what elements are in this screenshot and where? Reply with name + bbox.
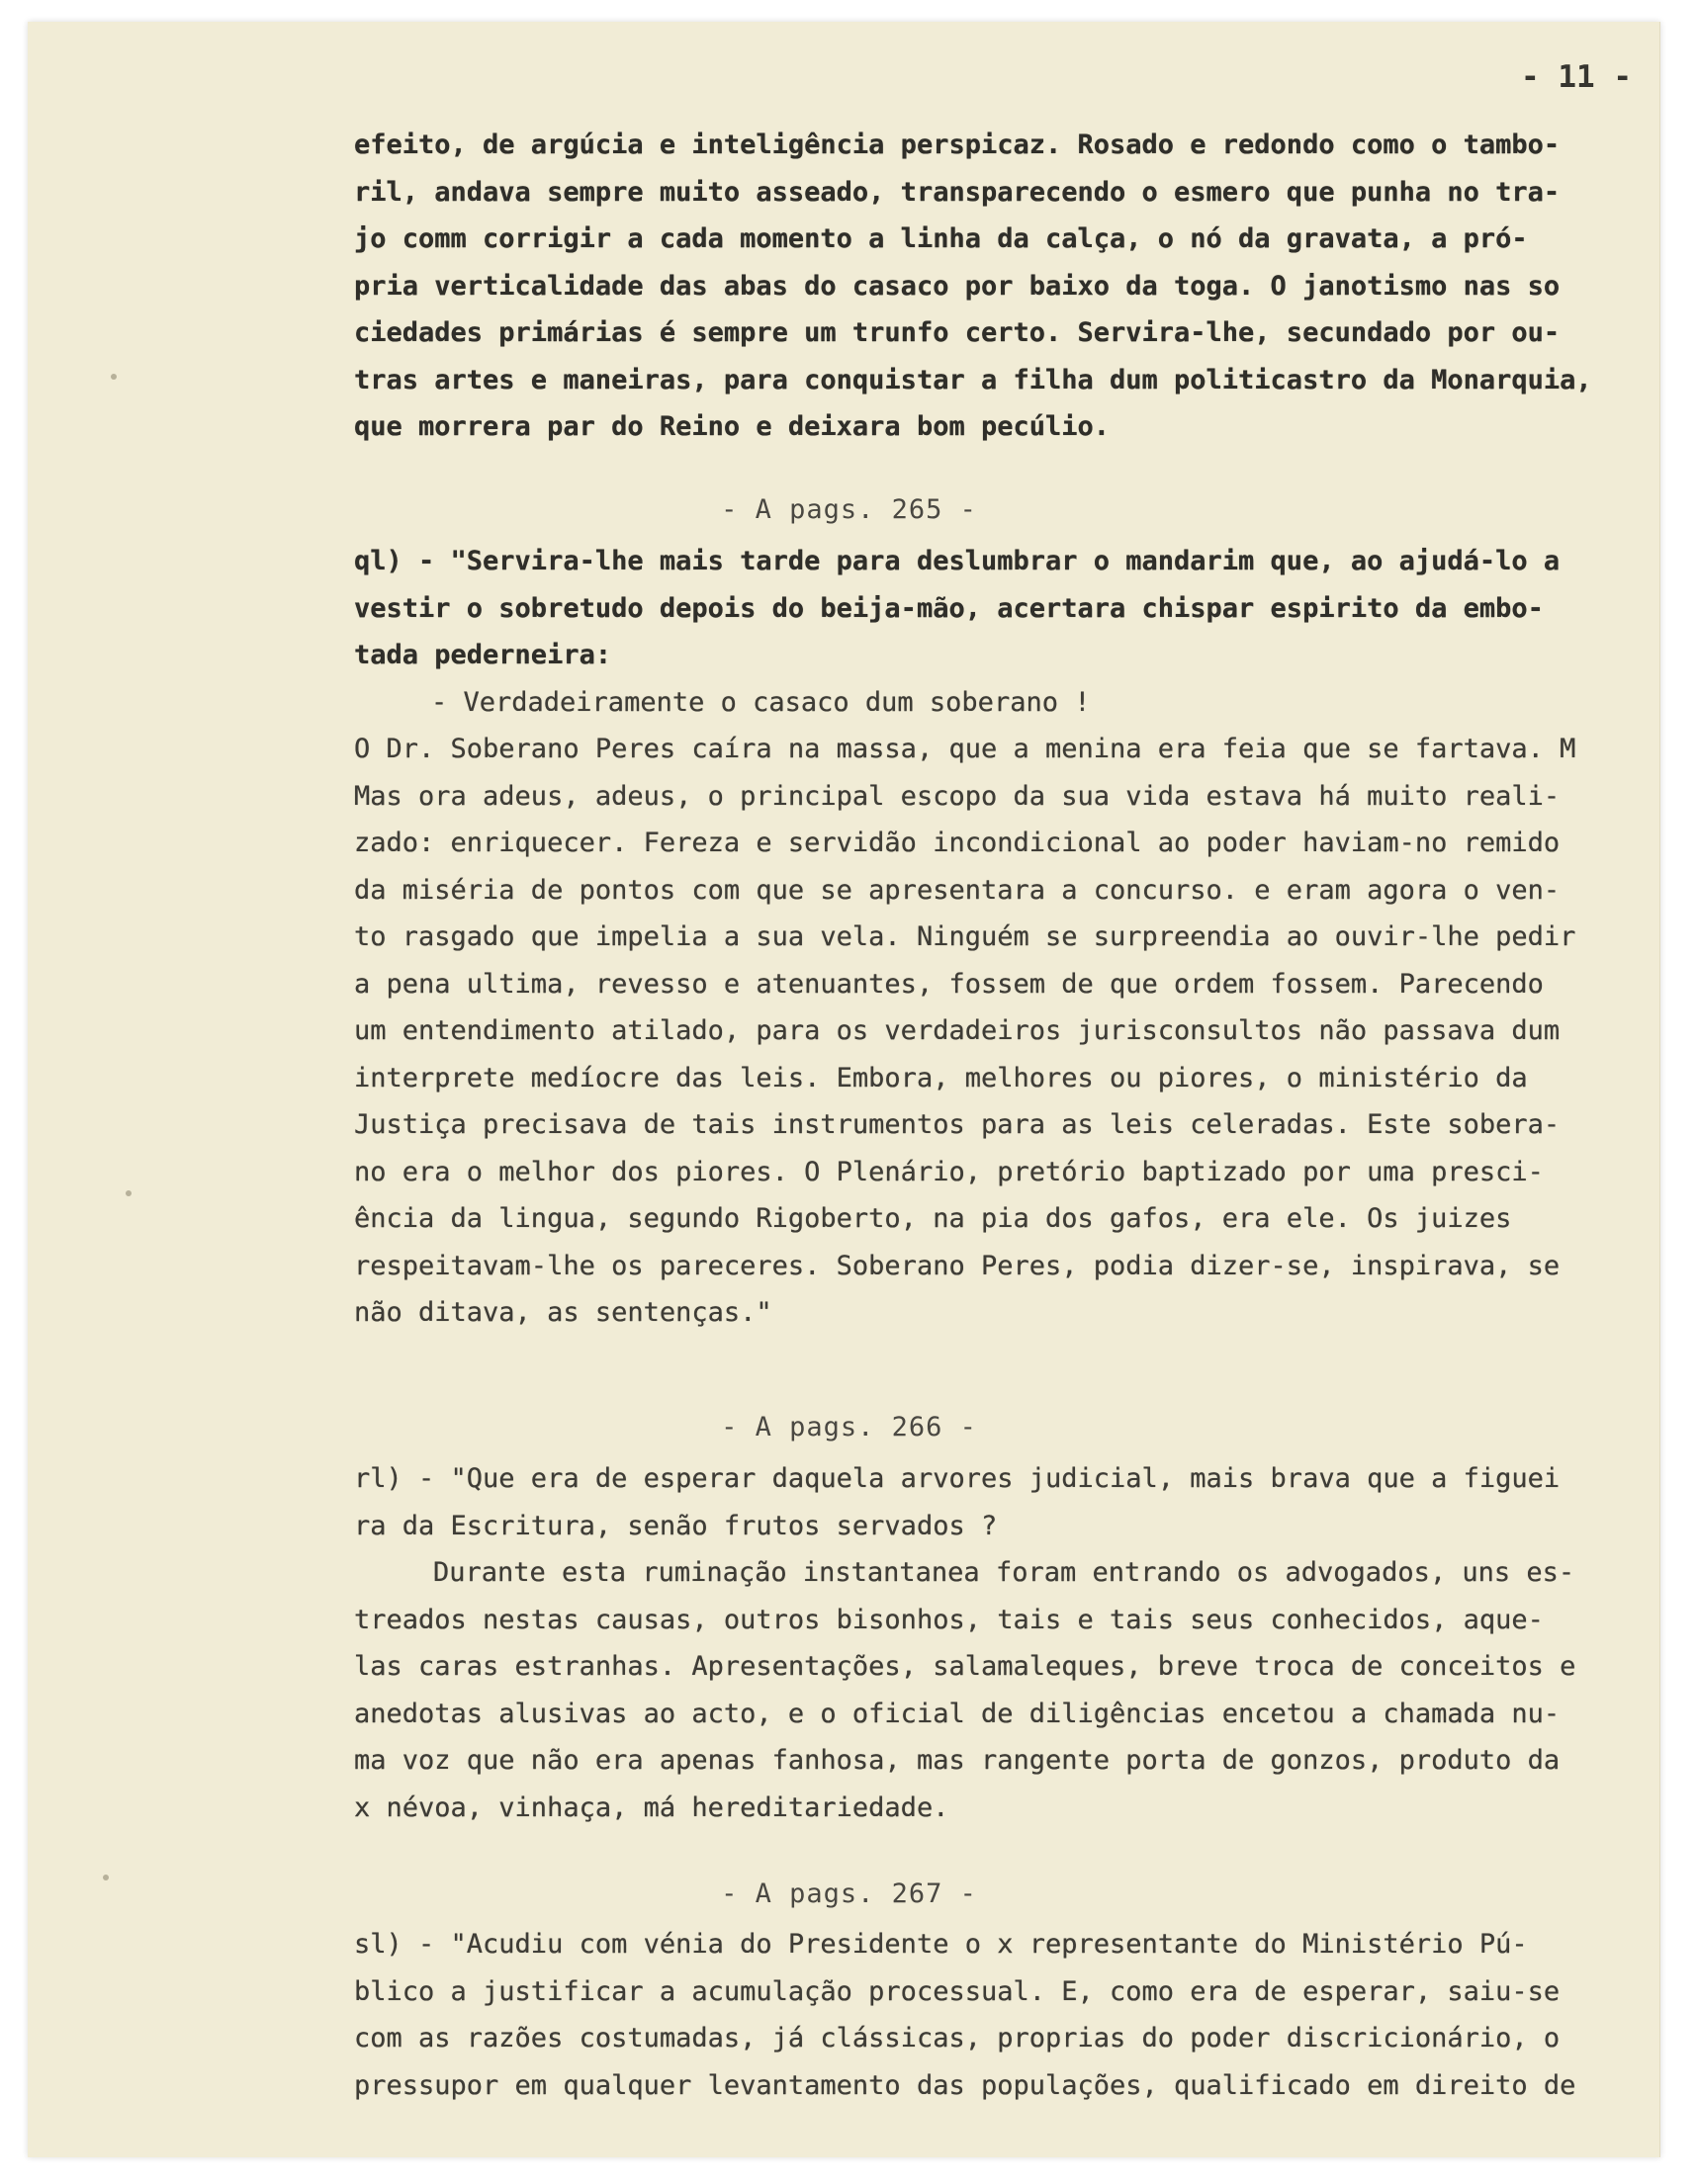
text-line: O Dr. Soberano Peres caíra na massa, que a menina era feia que se fartava. M xyxy=(354,734,1576,764)
text-line: ência da lingua, segundo Rigoberto, na pia dos gafos, era ele. Os juizes xyxy=(354,1203,1512,1234)
text-line: respeitavam-lhe os pareceres. Soberano Peres, podia dizer-se, inspirava, se xyxy=(354,1250,1561,1281)
text-line: interprete medíocre das leis. Embora, melhores ou piores, o ministério da xyxy=(354,1062,1528,1093)
margin-mark xyxy=(111,374,117,380)
section-heading-267: - A pags. 267 - xyxy=(721,1878,977,1909)
text-line: ma voz que não era apenas fanhosa, mas rangente porta de gonzos, produto da xyxy=(354,1745,1561,1776)
text-line: Mas ora adeus, adeus, o principal escopo da sua vida estava há muito reali- xyxy=(354,780,1561,812)
text-line: zado: enriquecer. Fereza e servidão incondicional ao poder haviam-no remido xyxy=(354,828,1561,858)
text-line: não ditava, as sentenças." xyxy=(354,1297,772,1328)
paragraph-block-3 xyxy=(354,1455,1620,1831)
text-line: com as razões costumadas, já clássicas, proprias do poder discricionário, o xyxy=(354,2023,1561,2053)
text-line: ra da Escritura, senão frutos servados ? xyxy=(354,1510,998,1541)
text-line: pressupor em qualquer levantamento das populações, qualificado em direito de xyxy=(354,2069,1576,2101)
text-line: ql) - "Servira-lhe mais tarde para deslumbrar o mandarim que, ao ajudá-lo a xyxy=(354,546,1561,576)
text-line: to rasgado que impelia a sua vela. Ninguém se surpreendia ao ouvir-lhe pedir xyxy=(354,921,1576,952)
text-line: treados nestas causas, outros bisonhos, tais e tais seus conhecidos, aque- xyxy=(354,1604,1544,1635)
text-line: tada pederneira: xyxy=(354,640,612,670)
paragraph-block-2 xyxy=(354,538,1620,1337)
text-line: a pena ultima, revesso e atenuantes, fossem de que ordem fossem. Parecendo xyxy=(354,968,1544,1000)
text-line: Durante esta ruminação instantanea foram entrando os advogados, uns es- xyxy=(433,1557,1575,1588)
text-line: blico a justificar a acumulação processual. E, como era de esperar, saiu-se xyxy=(354,1975,1561,2007)
text-line: x névoa, vinhaça, má hereditariedade. xyxy=(354,1791,949,1823)
text-line: jo comm corrigir a cada momento a linha da calça, o nó da gravata, a pró- xyxy=(354,223,1528,254)
text-line: da miséria de pontos com que se apresentara a concurso. e eram agora o ven- xyxy=(354,874,1561,906)
text-line: ciedades primárias é sempre um trunfo certo. Servira-lhe, secundado por ou- xyxy=(354,317,1561,348)
text-line: Justiça precisava de tais instrumentos para as leis celeradas. Este sobera- xyxy=(354,1109,1561,1140)
text-line: vestir o sobretudo depois do beija-mão, acertara chispar espirito da embo- xyxy=(354,592,1544,624)
text-line: no era o melhor dos piores. O Plenário, pretório baptizado por uma presci- xyxy=(354,1156,1544,1187)
text-line: que morrera par do Reino e deixara bom pecúlio. xyxy=(354,411,1111,442)
text-line: pria verticalidade das abas do casaco por baixo da toga. O janotismo nas so xyxy=(354,270,1561,302)
text-line: sl) - "Acudiu com vénia do Presidente o x representante do Ministério Pú- xyxy=(354,1929,1528,1960)
text-line: efeito, de argúcia e inteligência perspicaz. Rosado e redondo como o tambo- xyxy=(354,130,1561,160)
text-line: um entendimento atilado, para os verdadeiros jurisconsultos não passava dum xyxy=(354,1015,1561,1046)
section-heading-265: - A pags. 265 - xyxy=(721,494,977,525)
section-heading-266: - A pags. 266 - xyxy=(721,1412,977,1442)
text-line: ril, andava sempre muito asseado, transparecendo o esmero que punha no tra- xyxy=(354,176,1561,208)
page-number: - 11 - xyxy=(1521,59,1632,95)
paragraph-block-1 xyxy=(354,122,1620,451)
text-line: rl) - "Que era de esperar daquela arvores judicial, mais brava que a figuei xyxy=(354,1463,1561,1494)
text-line: tras artes e maneiras, para conquistar a filha dum politicastro da Monarquia, xyxy=(354,364,1592,395)
text-line: - Verdadeiramente o casaco dum soberano ! xyxy=(431,686,1091,718)
margin-mark xyxy=(126,1190,132,1196)
text-line: las caras estranhas. Apresentações, salamaleques, breve troca de conceitos e xyxy=(354,1651,1576,1682)
text-line: anedotas alusivas ao acto, e o oficial de diligências encetou a chamada nu- xyxy=(354,1698,1561,1729)
paragraph-block-4 xyxy=(354,1921,1620,2109)
